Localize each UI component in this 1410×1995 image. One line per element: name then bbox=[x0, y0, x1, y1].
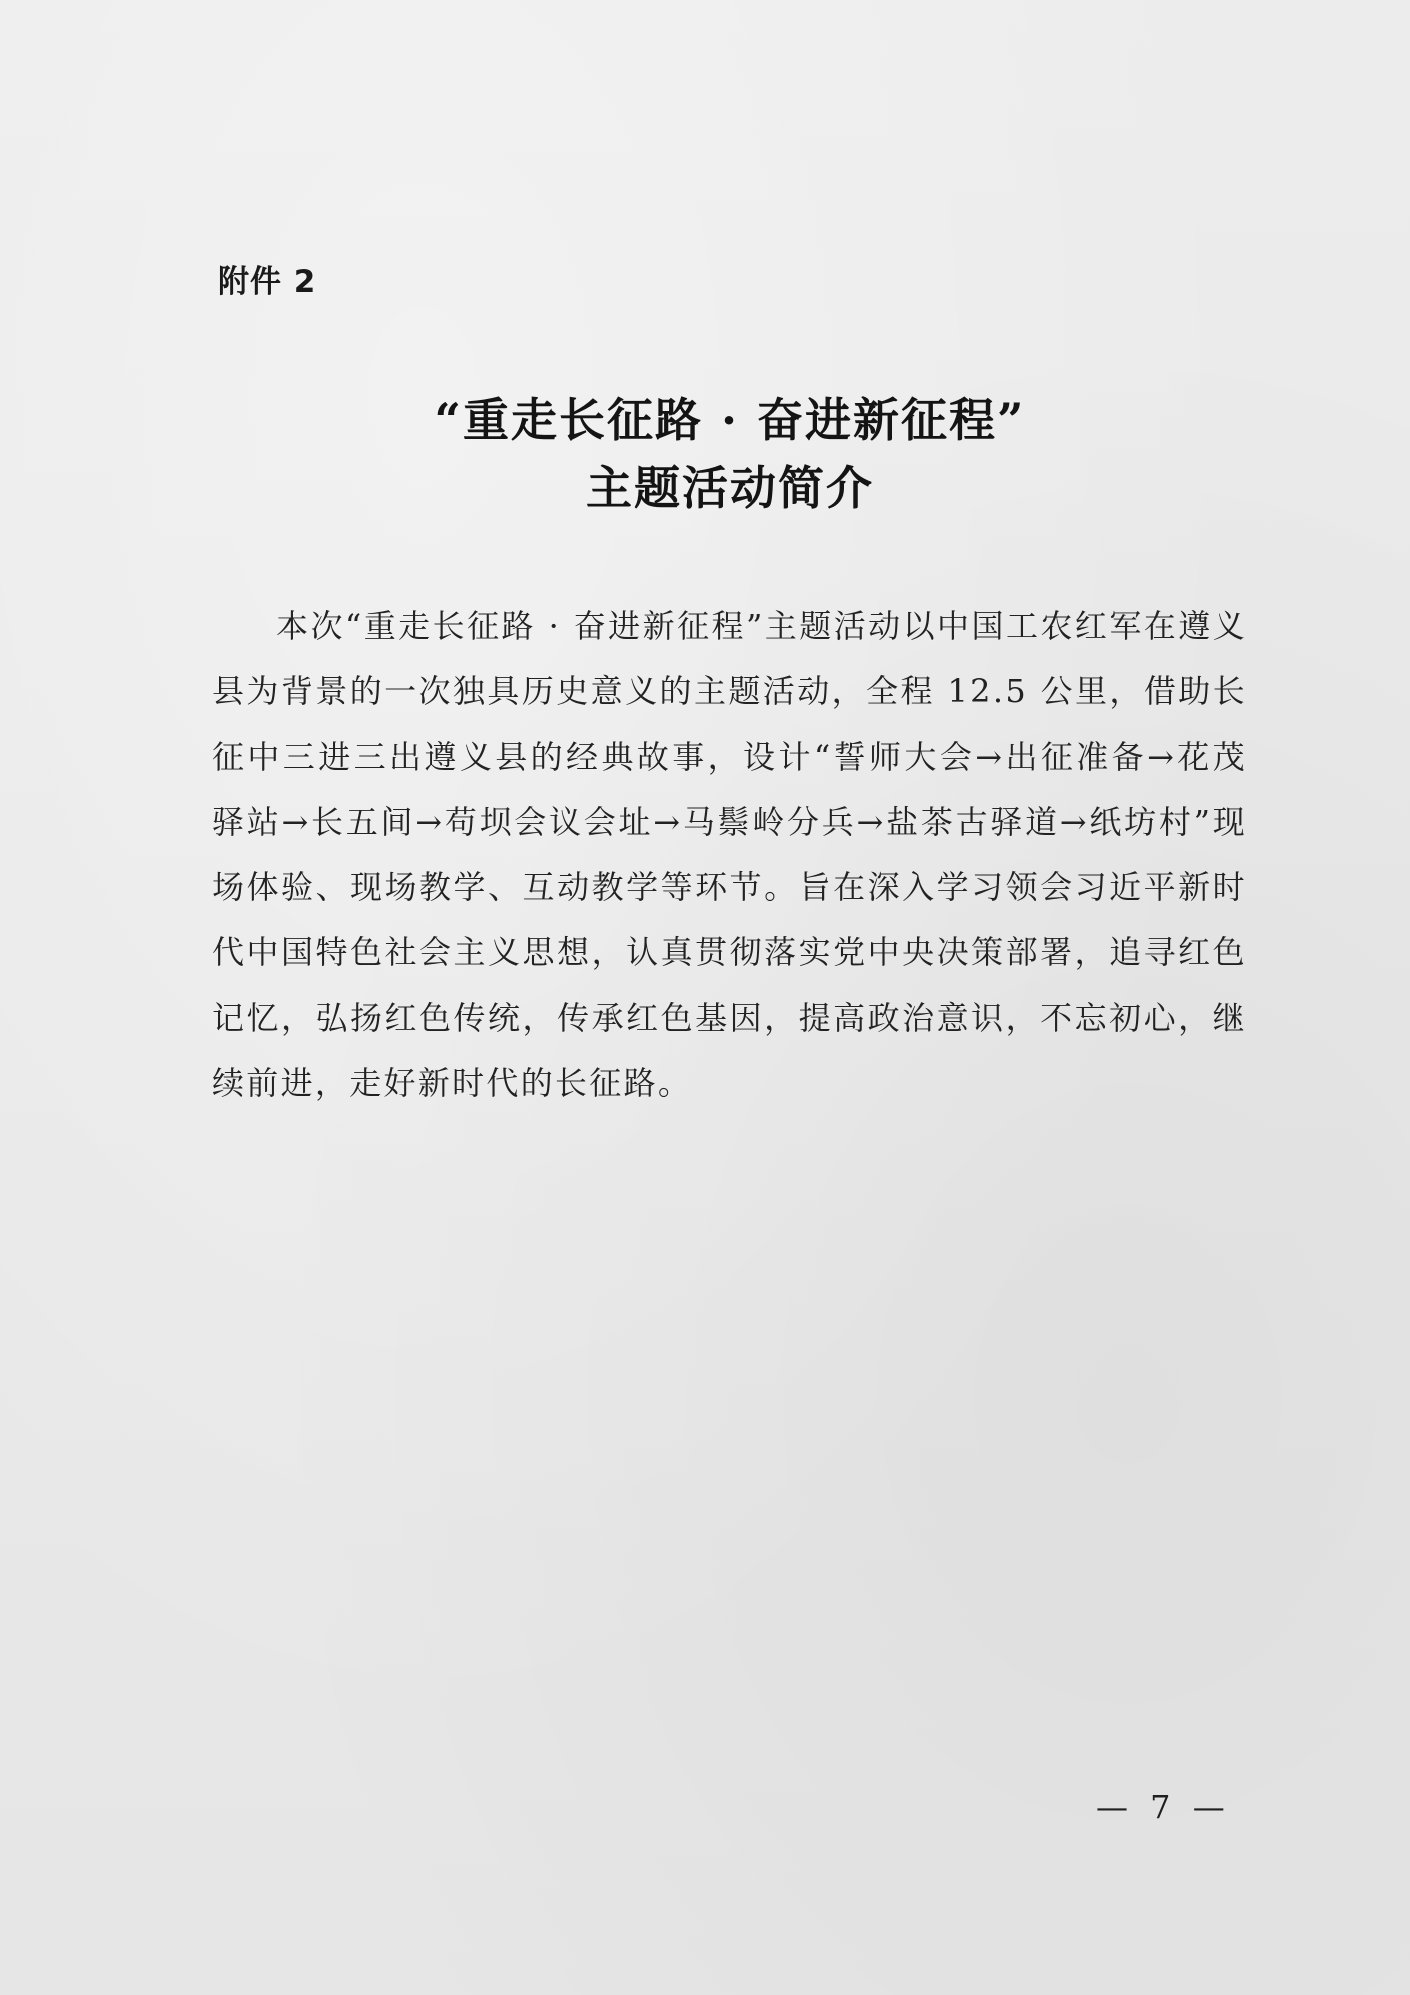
document-title-line-1: “重走长征路 · 奋进新征程” bbox=[434, 393, 1026, 447]
document-title-line-2: 主题活动简介 bbox=[586, 461, 874, 515]
body-paragraph: 本次“重走长征路 · 奋进新征程”主题活动以中国工农红军在遵义县为背景的一次独具历史意义的主题活动，全程 12.5 公里，借助长征中三进三出遵义县的经典故事，设计“誓师大会→出征准备→花茂驿站→长五间→苟坝会议会址→马鬃岭分兵→盐茶古驿道→纸坊村”现场体验、现场教学、互动教学等环节。旨在深入学习领会习近平新时代中国特色社会主义思想，认真贯彻落实党中央决策部署，追寻红色记忆，弘扬红色传统，传承红色基因，提高政治意识，不忘初心，继续前进，走好新时代的长征路。 bbox=[212, 607, 1247, 1103]
page-number: — 7 — bbox=[1096, 1788, 1231, 1826]
attachment-label: 附件 2 bbox=[218, 264, 317, 300]
